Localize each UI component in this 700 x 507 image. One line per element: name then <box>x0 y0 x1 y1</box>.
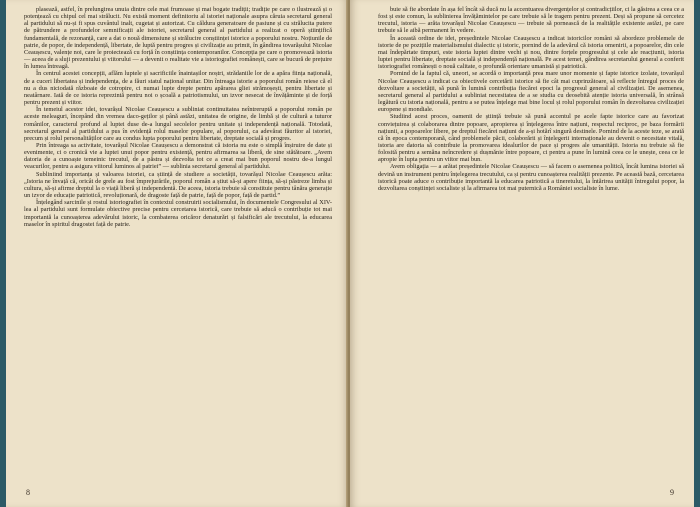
right-page-text <box>378 6 684 192</box>
right-paragraph: Pornind de la faptul că, uneori, se acordă o importanță prea mare unor momente și fapte istorice izolate, tovarășul Nicolae Ceaușescu a indicat ca obiectivele cercetării istorice să fie cât mai cuprinzătoare, să reflecte întregul proces de dezvoltare a societății, să pună în lumină contribuția fiecărei epoci la progresul general al civilizației. De asemenea, secretarul general al partidului a subliniat necesitatea de a se studia cu deosebită atenție istoria universală, în strânsă legătură cu istoria națională, pentru a se putea înțelege mai bine locul și rolul poporului român în dezvoltarea civilizației europene și mondiale. <box>378 70 684 114</box>
right-page <box>350 0 694 507</box>
left-page <box>6 0 348 507</box>
left-paragraph: Subliniind importanța și valoarea istoriei, ca știință de studiere a societății, tovarășul Nicolae Ceaușescu arăta: „Istoria ne învață că, oricât de grele au fost împrejurările, poporul român a știut să-și apere ființa, să-și păstreze limba și cultura, să-și afirme dreptul la o viață liberă și independentă. De aceea, istoria trebuie să constituie pentru tânăra generație un izvor de educație patriotică, revoluționară, de dragoste față de patrie, față de popor, față de partid.” <box>24 170 332 200</box>
left-paragraph: Înțelegând sarcinile și rostul istoriografiei în contextul construirii socialismului, în documentele Congresului al XIV-lea al partidului sunt formulate obiective precise pentru cercetarea istorică, care trebuie să aducă o contribuție tot mai importantă la cunoașterea adevărului istoric, la combaterea oricăror denaturări și falsificări ale trecutului, la educarea maselor în spiritul dragostei față de patrie. <box>24 199 332 228</box>
left-paragraph: plasează, astfel, în prelungirea unuia dintre cele mai frumoase și mai bogate tradiții; tradiție pe care o ilustrează și o potențează cu chipul cel mai strălucit. Nu există moment definitoriu al istoriei naționale asupra căruia secretarul general al partidului să nu-și fi spus cuvântul inalt, cugetat și autorizat. Cu căldura generatoare de pasiune și cu strălucita putere de pătrundere a profundelor semnificații ale istoriei, secretarul general al partidului a realizat o operă științifică fundamentală, de rezonanță, care a dat o nouă dimensiune și strălucire conștiinței istorice a poporului nostru. Noțiunile de patrie, de popor, de independență, libertate, de luptă pentru progres și civilizație au primit, în gândirea tovarășului Nicolae Ceaușescu, valențe noi, care le proiectează cu forță în conștiința contemporanilor. Concepția pe care o promovează istoria — aceea de a sluji prezentului și viitorului — a devenit o realitate vie a istoriografiei românești, care se bucură de prețuire în lumea întreagă. <box>24 6 332 71</box>
right-paragraph: buie să fie abordate în așa fel încât să ducă nu la accentuarea divergențelor și contradicțiilor, ci la găsirea a ceea ce a fost și este comun, la sublinierea învățămintelor pe care trebuie să le tragem pentru prezent. Deși să propune să cercetez trecutul, istoria — arăta tovarășul Nicolae Ceaușescu — trebuie să pornească de la realitățile existente astăzi, pe care trebuie să le aibă permanent în vedere. <box>378 6 684 35</box>
right-paragraph: În această ordine de idei, președintele Nicolae Ceaușescu a indicat istoricilor români să abordeze problemele de istorie de pe pozițiile materialismului dialectic și istoric, pornind de la adevărul că istoria omenirii, a popoarelor, din cele mai îndepărtate timpuri, este istoria luptei dintre vechi și nou, dintre forțele progresului și cele ale reacțiunii, istoria luptei pentru libertate, dreptate socială și independență națională. Pe acest temei, gândirea secretarului general a conferit istoriografiei românești o nouă calitate, o profundă orientare umanistă și patriotică. <box>378 34 684 71</box>
right-paragraph: Avem obligația — a arătat președintele Nicolae Ceaușescu — să facem o asemenea politică, încât lumina istoriei să devină un instrument pentru înțelegerea trecutului, ca și pentru cunoașterea realității prezente. Pe această bază, cercetarea istorică poate aduce o contribuție importantă la educarea patriotică a tineretului, la întărirea unității întregului popor, la dezvoltarea conștiinței socialiste și la afirmarea tot mai puternică a României socialiste în lume. <box>378 163 684 192</box>
left-paragraph: În centrul acestei concepții, aflăm luptele și sacrificiile înaintașilor noștri, strădaniile lor de a apăra ființa națională, de a cuceri libertatea și independența, de a făuri statul național unitar. Din întreaga istorie a poporului român reiese că el nu a dus niciodată războaie de cotropire, ci numai lupte drepte pentru apărarea gliei strămoșești, pentru libertate și neatârnare. Iată de ce istoria reprezintă pentru noi o școală a patriotismului, un izvor nesecat de învățăminte și de forță pentru prezent și viitor. <box>24 70 332 107</box>
left-paragraph: În temeiul acestor idei, tovarășul Nicolae Ceaușescu a subliniat continuitatea neîntreruptă a poporului român pe aceste meleaguri, începând din vremea daco-geților și până astăzi, unitatea de origine, de limbă și de cultură a tuturor românilor, caracterul profund al luptei duse de-a lungul secolelor pentru unitate și independență națională. Totodată, secretarul general al partidului a pus în evidență rolul maselor populare, al poporului, ca adevărat făuritor al istoriei, precum și rolul personalităților care au condus lupta poporului pentru libertate, dreptate socială și progres. <box>24 106 332 142</box>
left-paragraph: Prin întreaga sa activitate, tovarășul Nicolae Ceaușescu a demonstrat că istoria nu este o simplă înșiruire de date și evenimente, ci o cronică vie a luptei unui popor pentru existență, pentru afirmarea sa liberă, de sine stătătoare. „Avem datoria de a cunoaște temeinic trecutul, de a păstra și dezvolta tot ce a creat mai bun poporul nostru de-a lungul veacurilor, pentru a asigura viitorul luminos al patriei” — sublinia secretarul general al partidului. <box>24 141 332 171</box>
right-paragraph: Studiind acest proces, oamenii de știință trebuie să pună accentul pe acele fapte istorice care au favorizat conviețuirea și colaborarea dintre popoare, apropierea și înțelegerea între națiuni, respectul reciproc, pe baza formării națiunii, a popoarelor libere, pe dreptul fiecărei națiuni de a-și hotărî singură destinele. Pornind de la aceste teze, se arată că în epoca contemporană, când problemele păcii, colaborării și înțelegerii internaționale au devenit o necesitate vitală, istoria are datoria să contribuie la promovarea idealurilor de pace și progres ale umanității. Istoria nu trebuie să fie folosită pentru a semăna neîncredere și dușmănie între popoare, ci pentru a pune în lumină ceea ce le unește, ceea ce le apropie în lupta pentru un viitor mai bun. <box>378 113 684 164</box>
left-page-text <box>24 6 332 228</box>
right-page-number: 9 <box>670 488 674 497</box>
left-page-number: 8 <box>26 488 30 497</box>
book-spread <box>6 0 694 507</box>
